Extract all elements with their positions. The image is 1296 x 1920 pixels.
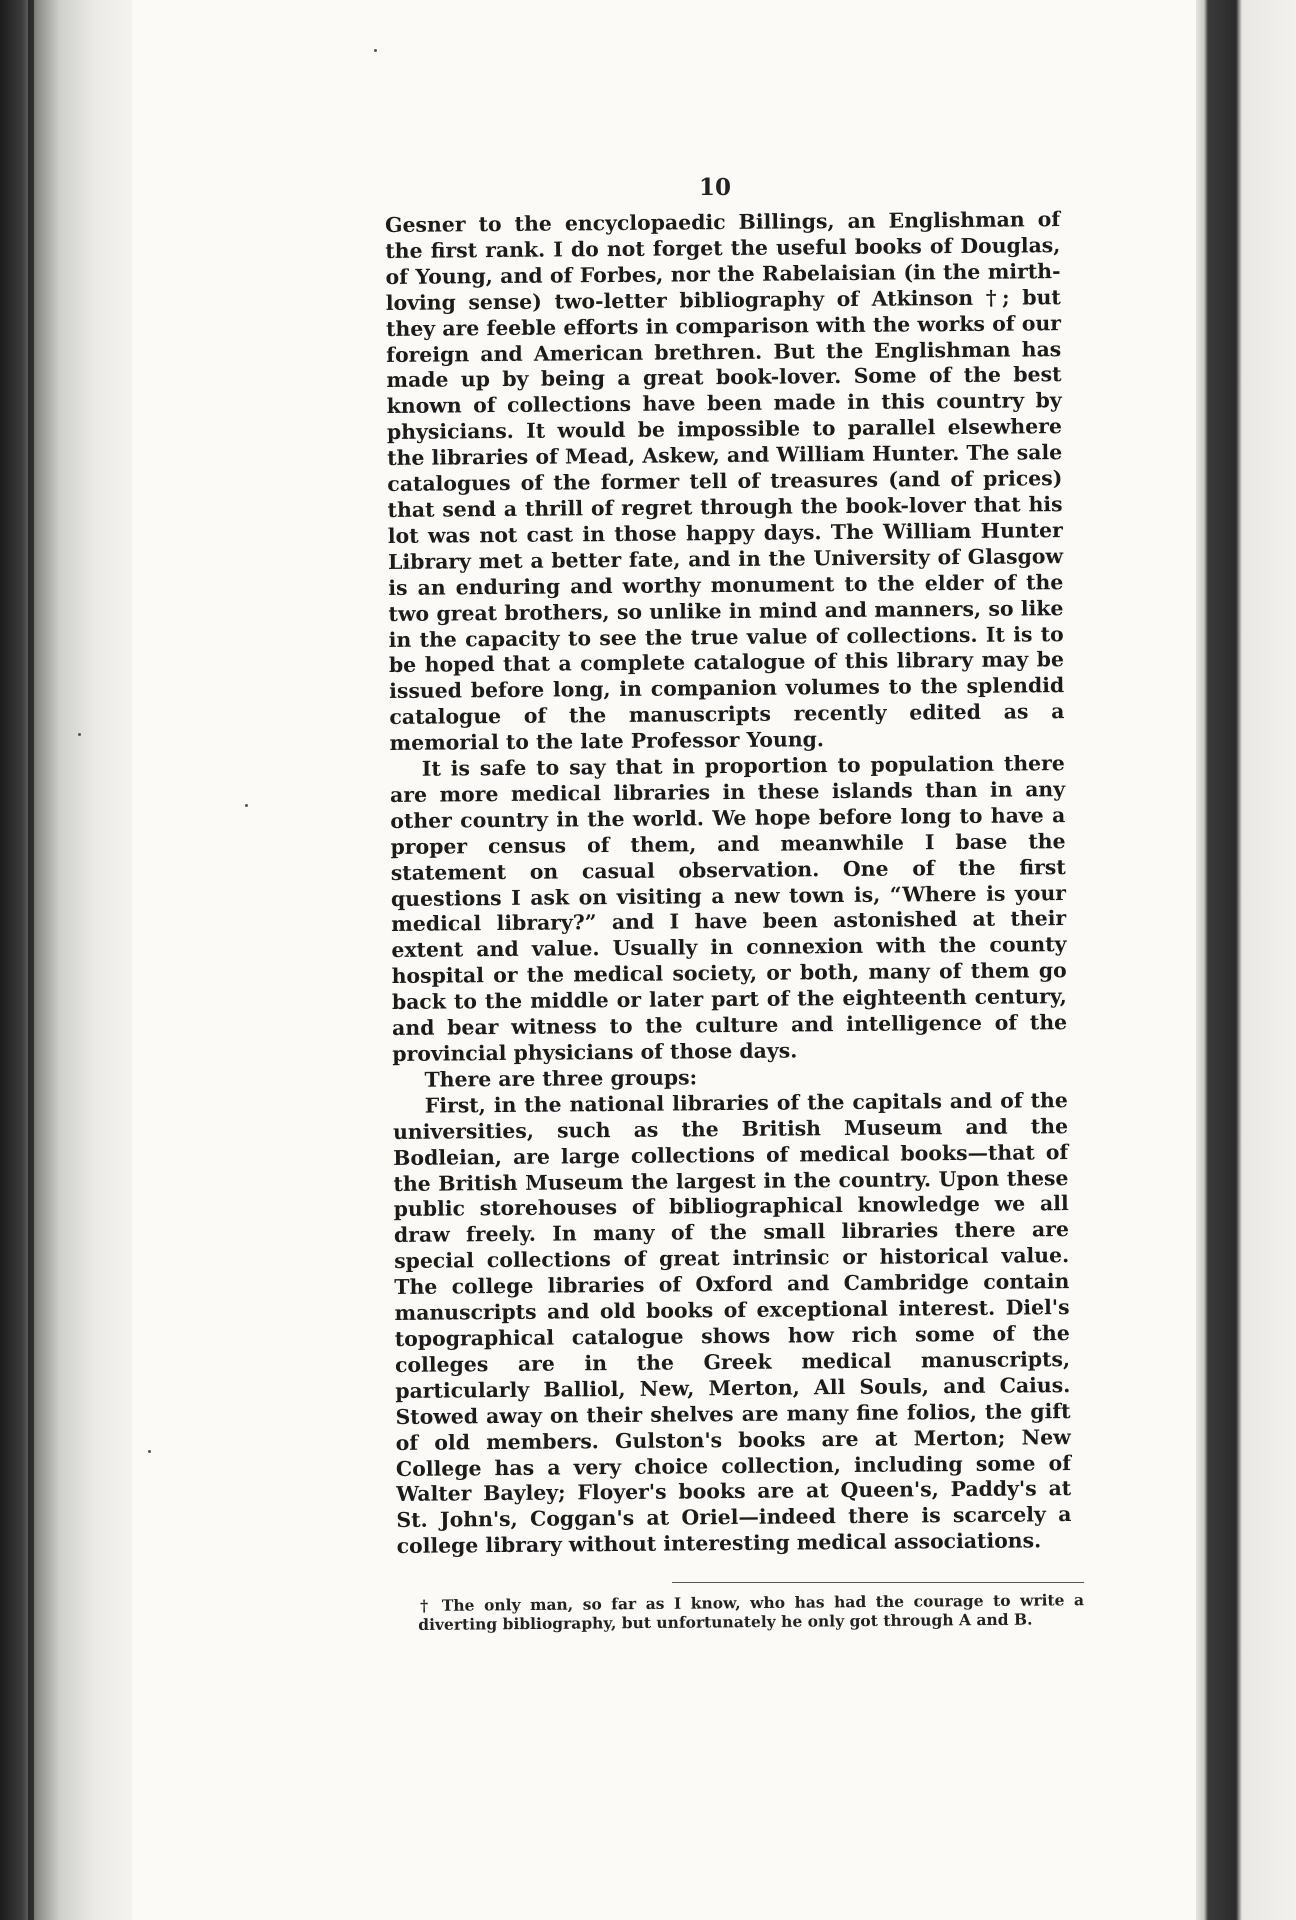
book-edge-right xyxy=(1196,0,1296,1920)
book-binding-left xyxy=(0,0,132,1920)
paper-speck xyxy=(148,1450,151,1453)
paragraph: Gesner to the encyclopaedic Billings, an Englishman of the first rank. I do not forget the useful books of Douglas, of Young, and of Forbes, nor the Rabelaisian (in the mirth-loving sense) two-letter bibliography of Atkinson †; but they are feeble efforts in comparison with the works of our foreign and American brethren. But the Englishman has made up by being a great book-lover. Some of the best known of collections have been made in this country by physicians. It would be impossible to parallel elsewhere the libraries of Mead, Askew, and William Hunter. The sale catalogues of the former tell of treasures (and of prices) that send a thrill of regret through the book-lover that his lot was not cast in those happy days. The William Hunter Library met a better fate, and in the University of Glasgow is an enduring and worthy monument to the elder of the two great brothers, so unlike in mind and manners, so like in the capacity to see the true value of collections. It is to be hoped that a complete catalogue of this library may be issued before long, in companion volumes to the splendid catalogue of the manuscripts recently edited as a memorial to the late Professor Young. xyxy=(385,207,1065,756)
page-number: 10 xyxy=(698,174,731,201)
footnote xyxy=(418,1590,1084,1634)
body-text xyxy=(385,207,1072,1560)
paper-speck xyxy=(78,733,81,736)
paragraph: There are three groups: xyxy=(424,1065,698,1092)
paragraph: First, in the national libraries of the capitals and of the universities, such as the British Museum and the Bodleian, are large collections of medical books—that of the British Museum the largest in the country. Upon these public storehouses of bibliographical knowledge we all draw freely. In many of the small libraries there are special collections of great intrinsic or historical value. The college libraries of Oxford and Cambridge contain manuscripts and old books of exceptional interest. Diel's topographical catalogue shows how rich some of the colleges are in the Greek medical manuscripts, particularly Balliol, New, Merton, All Souls, and Caius. Stowed away on their shelves are many fine folios, the gift of old members. Gulston's books are at Merton; New College has a very choice collection, including some of Walter Bayley; Floyer's books are at Queen's, Paddy's at St. John's, Coggan's at Oriel—indeed there is scarcely a college library without interesting medical associations. xyxy=(392,1087,1072,1559)
footnote-divider xyxy=(672,1582,1084,1583)
footnote-text: † The only man, so far as I know, who has had the courage to write a diverting bibliography, but unfortunately he only got through A and B. xyxy=(418,1590,1085,1634)
paper-speck xyxy=(374,49,377,52)
paragraph: It is safe to say that in proportion to population there are more medical libraries in these islands than in any other country in the world. We hope before long to have a proper census of them, and meanwhile I base the statement on casual observation. One of the first questions I ask on visiting a new town is, “Where is your medical library?” and I have been astonished at their extent and value. Usually in connexion with the county hospital or the medical society, or both, many of them go back to the middle or later part of the eighteenth century, and bear witness to the culture and intelligence of the provincial physicians of those days. xyxy=(389,751,1068,1066)
paper-speck xyxy=(245,804,248,807)
